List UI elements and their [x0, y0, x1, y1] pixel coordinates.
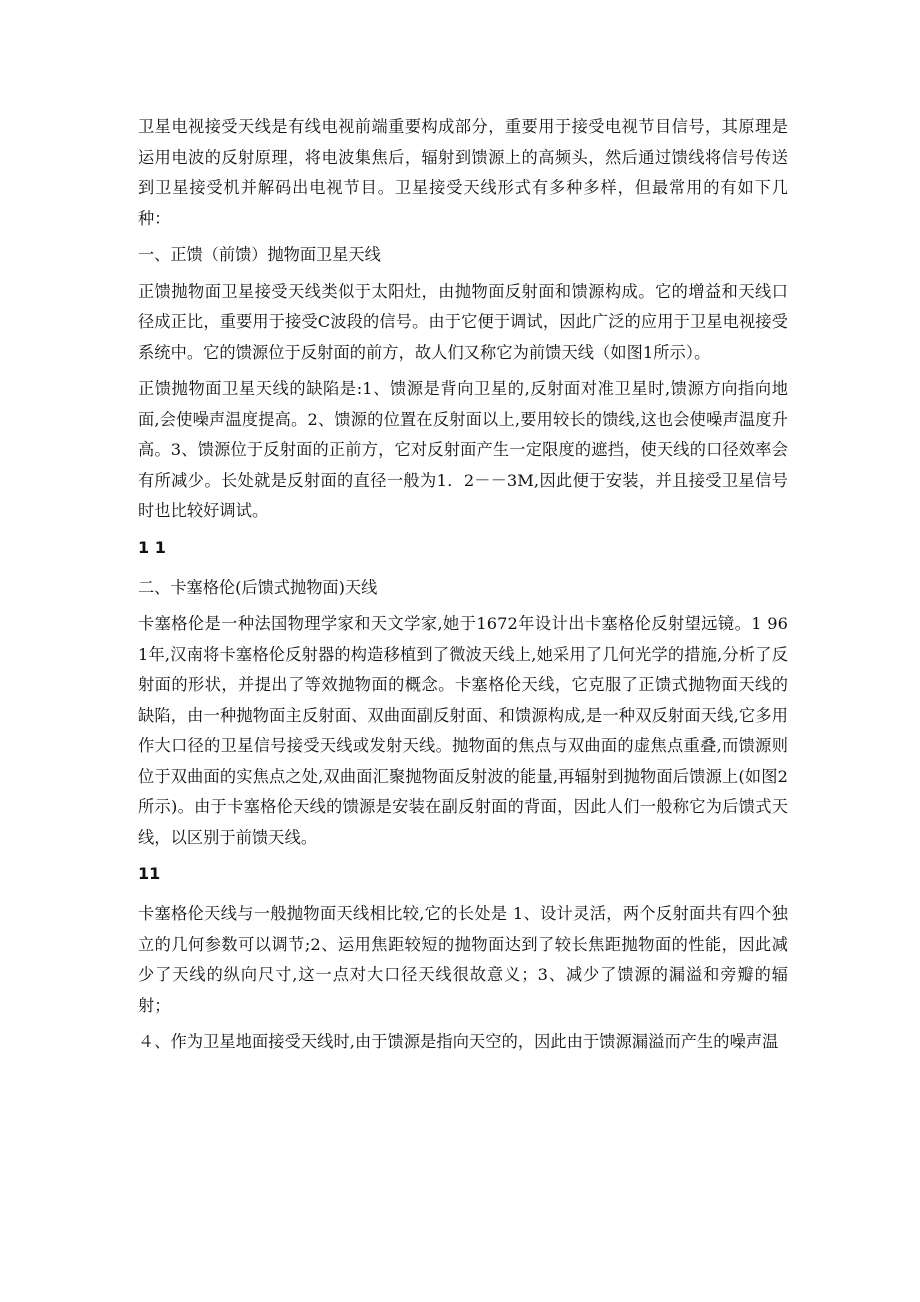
section-1-paragraph-2: 正馈抛物面卫星天线的缺陷是:1、馈源是背向卫星的,反射面对准卫星时,馈源方向指向地面,会使噪声温度提高。2、馈源的位置在反射面以上,要用较长的馈线,这也会使噪声温度升高。3、馈源位于反射面的正前方，它对反射面产生一定限度的遮挡，使天线的口径效率会有所减少。长处就是反射面的直径一般为1．2－－3M,因此便于安装，并且接受卫星信号时也比较好调试。 — [138, 379, 788, 520]
figure-1-label: 1 1 — [138, 537, 166, 557]
section-1-paragraph-1: 正馈抛物面卫星接受天线类似于太阳灶，由抛物面反射面和馈源构成。它的增益和天线口径成正比，重要用于接受C波段的信号。由于它便于调试，因此广泛的应用于卫星电视接受系统中。它的馈源位于反射面的前方，故人们又称它为前馈天线（如图1所示）。 — [138, 281, 788, 362]
section-2-paragraph-1: 卡塞格伦是一种法国物理学家和天文学家,她于1672年设计出卡塞格伦反射望远镜。1 96 1年,汉南将卡塞格伦反射器的构造移植到了微波天线上,她采用了几何光学的措施,分析了反射面的形状，并提出了等效抛物面的概念。卡塞格伦天线，它克服了正馈式抛物面天线的缺陷，由一种抛物面主反射面、双曲面副反射面、和馈源构成,是一种双反射面天线,它多用作大口径的卫星信号接受天线或发射天线。抛物面的焦点与双曲面的虚焦点重叠,而馈源则位于双曲面的实焦点之处,双曲面汇聚抛物面反射波的能量,再辐射到抛物面后馈源上(如图2所示)。由于卡塞格伦天线的馈源是安装在副反射面的背面，因此人们一般称它为后馈式天线，以区别于前馈天线。 — [138, 614, 788, 847]
figure-2-label: 11 — [138, 864, 161, 883]
section-2-paragraph-3: ４、作为卫星地面接受天线时,由于馈源是指向天空的，因此由于馈源漏溢而产生的噪声温 — [138, 1032, 779, 1051]
section-2-paragraph-2: 卡塞格伦天线与一般抛物面天线相比较,它的长处是 1、设计灵活，两个反射面共有四个独立的几何参数可以调节;2、运用焦距较短的抛物面达到了较长焦距抛物面的性能，因此减少了天线的纵向尺寸,这一点对大口径天线很故意义；3、减少了馈源的漏溢和旁瓣的辐射； — [138, 904, 788, 1015]
section-1-heading: 一、正馈（前馈）抛物面卫星天线 — [138, 245, 381, 264]
document-page — [138, 112, 788, 1064]
section-2-heading: 二、卡塞格伦(后馈式抛物面)天线 — [138, 577, 378, 597]
intro-paragraph: 卫星电视接受天线是有线电视前端重要构成部分，重要用于接受电视节目信号，其原理是运用电波的反射原理，将电波集焦后，辐射到馈源上的高频头，然后通过馈线将信号传送到卫星接受机并解码出电视节目。卫星接受天线形式有多种多样，但最常用的有如下几种： — [138, 117, 788, 228]
